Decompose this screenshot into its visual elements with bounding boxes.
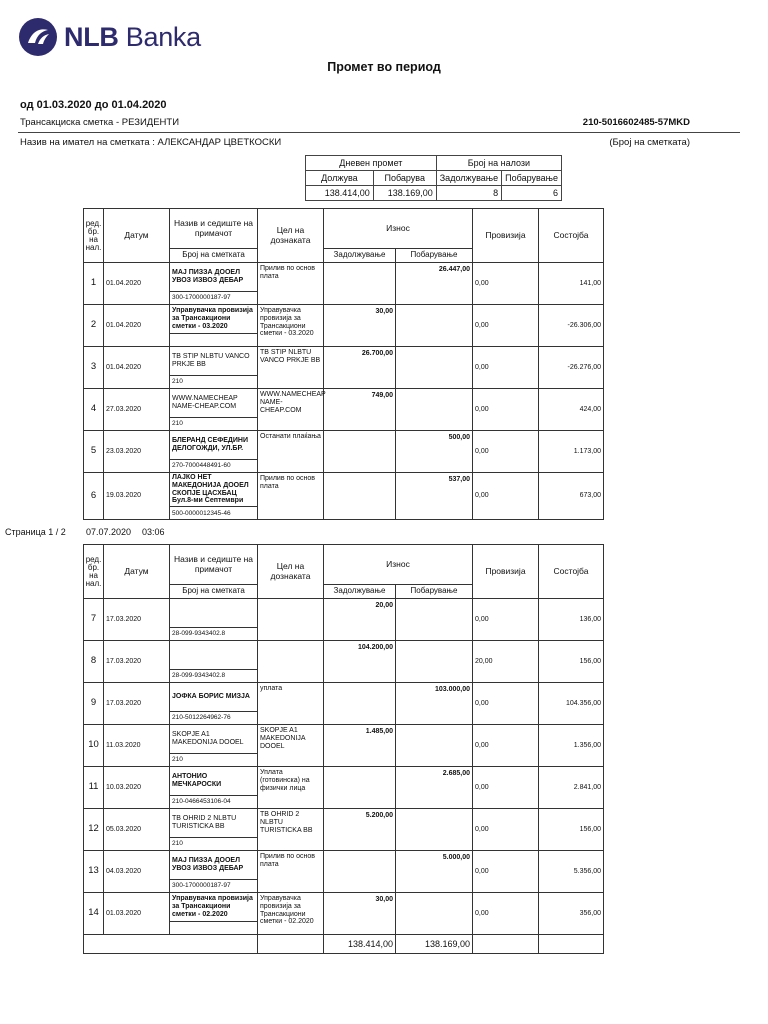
transactions-table-page-2 — [83, 544, 604, 954]
row-balance: 104.356,00 — [539, 683, 604, 725]
transaction-row — [84, 641, 604, 670]
row-date: 01.04.2020 — [104, 347, 170, 389]
row-credit — [396, 641, 473, 683]
totals-fee-spacer — [473, 935, 539, 954]
page-title: Промет во период — [327, 60, 441, 74]
row-number: 12 — [84, 809, 104, 851]
row-fee: 0,00 — [473, 683, 539, 725]
header-order-number: ред. бр. на нал. — [84, 209, 104, 263]
row-purpose: WWW.NAMECHEAP NAME-CHEAP.COM — [258, 389, 324, 431]
header-fee: Провизија — [473, 209, 539, 263]
row-balance: 5.356,00 — [539, 851, 604, 893]
row-purpose: Останати плаќања — [258, 431, 324, 473]
header-purpose: Цел на дознаката — [258, 209, 324, 263]
row-number: 2 — [84, 305, 104, 347]
claims-value: 138.169,00 — [373, 186, 436, 201]
divider — [18, 132, 740, 133]
row-fee: 0,00 — [473, 305, 539, 347]
row-account — [170, 334, 258, 347]
row-balance: -26.276,00 — [539, 347, 604, 389]
print-time: 03:06 — [142, 527, 165, 537]
header-recipient: Назив и седиште на примачот — [170, 209, 258, 249]
credit-count: 6 — [502, 186, 562, 201]
header-account: Број на сметката — [170, 585, 258, 599]
row-number: 7 — [84, 599, 104, 641]
row-balance: -26.306,00 — [539, 305, 604, 347]
nlb-swirl-icon — [18, 17, 58, 57]
row-account: 210 — [170, 418, 258, 431]
row-account — [170, 922, 258, 935]
totals-balance-spacer — [539, 935, 604, 954]
header-amount: Износ — [324, 209, 473, 249]
row-purpose — [258, 641, 324, 683]
row-debit — [324, 767, 396, 809]
row-credit: 500,00 — [396, 431, 473, 473]
row-balance: 141,00 — [539, 263, 604, 305]
row-account: 300-1700000187-97 — [170, 292, 258, 305]
transaction-row — [84, 263, 604, 292]
row-fee: 20,00 — [473, 641, 539, 683]
row-credit: 5.000,00 — [396, 851, 473, 893]
row-date: 23.03.2020 — [104, 431, 170, 473]
row-credit: 103.000,00 — [396, 683, 473, 725]
transaction-row — [84, 893, 604, 922]
row-number: 1 — [84, 263, 104, 305]
header-debit: Задолжување — [324, 249, 396, 263]
row-date: 10.03.2020 — [104, 767, 170, 809]
account-type: Трансакциска сметка - РЕЗИДЕНТИ — [20, 117, 180, 128]
account-number: 210-5016602485-57MKD — [582, 117, 690, 128]
row-recipient: TB STIP NLBTU VANCO PRKJE BB — [170, 347, 258, 376]
totals-purpose-spacer — [258, 935, 324, 954]
transaction-row — [84, 809, 604, 838]
row-account: 210-0466453106-04 — [170, 796, 258, 809]
row-recipient: МАЈ ПИЗЗА ДООЕЛ УВОЗ ИЗВОЗ ДЕБАР — [170, 851, 258, 880]
row-recipient — [170, 641, 258, 670]
row-recipient: ЈОФКА БОРИС МИЗЈА — [170, 683, 258, 712]
transaction-row — [84, 389, 604, 418]
row-account: 300-1700000187-97 — [170, 880, 258, 893]
row-credit — [396, 599, 473, 641]
row-credit — [396, 305, 473, 347]
row-number: 13 — [84, 851, 104, 893]
row-number: 6 — [84, 473, 104, 520]
row-recipient: Управувачка провизија за Трансакциони сметки - 02.2020 — [170, 893, 258, 922]
transaction-row — [84, 851, 604, 880]
row-recipient: WWW.NAMECHEAP NAME-CHEAP.COM — [170, 389, 258, 418]
row-credit: 2.685,00 — [396, 767, 473, 809]
row-date: 17.03.2020 — [104, 683, 170, 725]
row-date: 11.03.2020 — [104, 725, 170, 767]
row-date: 27.03.2020 — [104, 389, 170, 431]
header-amount: Износ — [324, 545, 473, 585]
row-balance: 1.173,00 — [539, 431, 604, 473]
row-fee: 0,00 — [473, 431, 539, 473]
total-credit: 138.169,00 — [396, 935, 473, 954]
row-balance: 356,00 — [539, 893, 604, 935]
header-credit: Побарување — [396, 585, 473, 599]
orders-count-header: Број на налози — [436, 156, 561, 171]
row-fee: 0,00 — [473, 809, 539, 851]
row-number: 4 — [84, 389, 104, 431]
row-debit: 26.700,00 — [324, 347, 396, 389]
row-credit — [396, 347, 473, 389]
row-balance: 424,00 — [539, 389, 604, 431]
daily-turnover-header: Дневен промет — [306, 156, 437, 171]
row-fee: 0,00 — [473, 389, 539, 431]
row-recipient: SKOPJE A1 MAKEDONIJA DOOEL — [170, 725, 258, 754]
row-account: 210 — [170, 376, 258, 389]
owes-header: Должува — [306, 171, 374, 186]
row-number: 8 — [84, 641, 104, 683]
row-purpose: Прилив по основ плата — [258, 263, 324, 305]
row-recipient: МАЈ ПИЗЗА ДООЕЛ УВОЗ ИЗВОЗ ДЕБАР — [170, 263, 258, 292]
row-recipient: АНТОНИО МЕЧКАРОСКИ — [170, 767, 258, 796]
bank-logo — [18, 16, 201, 58]
row-date: 01.03.2020 — [104, 893, 170, 935]
row-balance: 2.841,00 — [539, 767, 604, 809]
bank-name: NLB Banka — [64, 21, 201, 52]
row-fee: 0,00 — [473, 347, 539, 389]
row-debit: 749,00 — [324, 389, 396, 431]
debit-count: 8 — [436, 186, 501, 201]
row-debit: 1.485,00 — [324, 725, 396, 767]
row-recipient: Управувачка провизија за Трансакциони сметки - 03.2020 — [170, 305, 258, 334]
header-balance: Состојба — [539, 209, 604, 263]
row-credit: 537,00 — [396, 473, 473, 520]
claims-header: Побарува — [373, 171, 436, 186]
row-account: 28-099-9343402.8 — [170, 670, 258, 683]
row-credit — [396, 389, 473, 431]
transaction-row — [84, 431, 604, 460]
row-number: 3 — [84, 347, 104, 389]
row-debit — [324, 473, 396, 520]
row-account: 270-7000448491-60 — [170, 460, 258, 473]
row-balance: 156,00 — [539, 641, 604, 683]
row-date: 19.03.2020 — [104, 473, 170, 520]
row-purpose: SKOPJE A1 MAKEDONIJA DOOEL — [258, 725, 324, 767]
statement-period: од 01.03.2020 до 01.04.2020 — [20, 99, 167, 111]
row-debit: 30,00 — [324, 305, 396, 347]
row-fee: 0,00 — [473, 725, 539, 767]
row-account: 210 — [170, 838, 258, 851]
row-purpose — [258, 599, 324, 641]
row-fee: 0,00 — [473, 767, 539, 809]
row-purpose: TB OHRID 2 NLBTU TURISTICKA BB — [258, 809, 324, 851]
transaction-row — [84, 725, 604, 754]
row-recipient: TB OHRID 2 NLBTU TURISTICKA BB — [170, 809, 258, 838]
header-date: Датум — [104, 209, 170, 263]
page-number: Страница 1 / 2 — [5, 527, 66, 537]
row-debit — [324, 851, 396, 893]
row-fee: 0,00 — [473, 599, 539, 641]
transaction-row — [84, 305, 604, 334]
row-debit: 30,00 — [324, 893, 396, 935]
row-purpose: Прилив по основ плата — [258, 851, 324, 893]
total-debit: 138.414,00 — [324, 935, 396, 954]
transaction-row — [84, 347, 604, 376]
row-credit: 26.447,00 — [396, 263, 473, 305]
row-account: 210-5012264962-76 — [170, 712, 258, 725]
row-date: 17.03.2020 — [104, 641, 170, 683]
totals-row — [84, 935, 604, 954]
account-number-note: (Број на сметката) — [609, 137, 690, 148]
transaction-row — [84, 473, 604, 507]
row-balance: 136,00 — [539, 599, 604, 641]
debits-header: Задолжување — [436, 171, 501, 186]
row-credit — [396, 725, 473, 767]
header-order-number: ред. бр. на нал. — [84, 545, 104, 599]
row-purpose: TB STIP NLBTU VANCO PRKJE BB — [258, 347, 324, 389]
row-balance: 673,00 — [539, 473, 604, 520]
row-recipient: БЛЕРАНД СЕФЕДИНИ ДЕЛОГОЖДИ, УЛ.БР. — [170, 431, 258, 460]
header-account: Број на сметката — [170, 249, 258, 263]
row-number: 9 — [84, 683, 104, 725]
header-credit: Побарување — [396, 249, 473, 263]
row-balance: 1.356,00 — [539, 725, 604, 767]
credits-header: Побарување — [502, 171, 562, 186]
row-recipient — [170, 599, 258, 628]
row-debit: 20,00 — [324, 599, 396, 641]
account-holder: Назив на имател на сметката : АЛЕКСАНДАР ЦВЕТКОСКИ — [20, 137, 282, 148]
row-purpose: уплата — [258, 683, 324, 725]
row-purpose: Управувачка провизија за Трансакциони сметки - 03.2020 — [258, 305, 324, 347]
transaction-row — [84, 767, 604, 796]
row-fee: 0,00 — [473, 893, 539, 935]
row-number: 10 — [84, 725, 104, 767]
row-number: 5 — [84, 431, 104, 473]
row-debit — [324, 263, 396, 305]
header-debit: Задолжување — [324, 585, 396, 599]
summary-table — [305, 155, 562, 201]
row-purpose: Прилив по основ плата — [258, 473, 324, 520]
row-purpose: Уплата (готовинска) на физички лица — [258, 767, 324, 809]
row-fee: 0,00 — [473, 263, 539, 305]
row-date: 01.04.2020 — [104, 263, 170, 305]
row-date: 01.04.2020 — [104, 305, 170, 347]
row-credit — [396, 893, 473, 935]
header-fee: Провизија — [473, 545, 539, 599]
row-credit — [396, 809, 473, 851]
row-debit: 104.200,00 — [324, 641, 396, 683]
row-date: 05.03.2020 — [104, 809, 170, 851]
row-fee: 0,00 — [473, 473, 539, 520]
header-date: Датум — [104, 545, 170, 599]
row-date: 17.03.2020 — [104, 599, 170, 641]
row-account: 28-099-9343402.8 — [170, 628, 258, 641]
row-balance: 156,00 — [539, 809, 604, 851]
row-account: 210 — [170, 754, 258, 767]
row-debit — [324, 683, 396, 725]
row-number: 14 — [84, 893, 104, 935]
transaction-row — [84, 683, 604, 712]
transactions-table-page-1 — [83, 208, 604, 520]
row-debit — [324, 431, 396, 473]
header-purpose: Цел на дознаката — [258, 545, 324, 599]
header-balance: Состојба — [539, 545, 604, 599]
print-date: 07.07.2020 — [86, 527, 132, 537]
row-purpose: Управувачка провизија за Трансакциони сметки - 02.2020 — [258, 893, 324, 935]
header-recipient: Назив и седиште на примачот — [170, 545, 258, 585]
owes-value: 138.414,00 — [306, 186, 374, 201]
row-account: 500-0000012345-46 — [170, 507, 258, 520]
totals-spacer — [84, 935, 258, 954]
row-date: 04.03.2020 — [104, 851, 170, 893]
row-recipient: ЛАЈКО НЕТ МАКЕДОНИЈА ДООЕЛ СКОПЈЕ ЦАСХБАЦ Бул.8-ми Септември — [170, 473, 258, 507]
row-fee: 0,00 — [473, 851, 539, 893]
transaction-row — [84, 599, 604, 628]
row-debit: 5.200,00 — [324, 809, 396, 851]
row-number: 11 — [84, 767, 104, 809]
